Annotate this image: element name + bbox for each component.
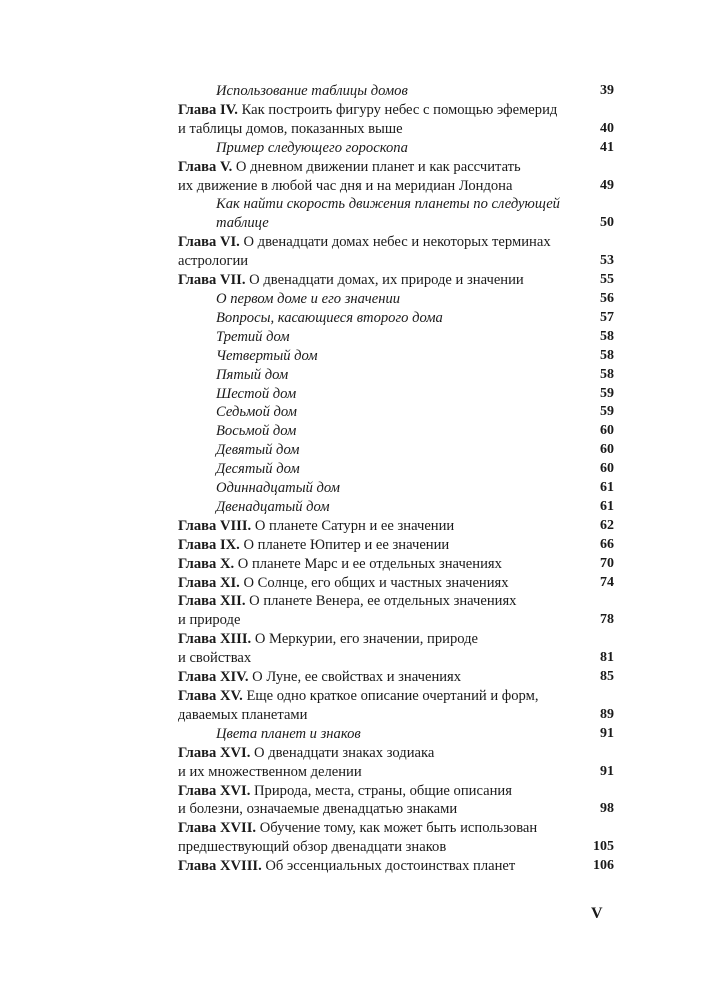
entry-title: Вопросы, касающиеся второго дома xyxy=(216,309,443,326)
chapter-label: Глава VII. xyxy=(178,272,246,289)
entry-title: О двенадцати домах небес и некоторых терминах xyxy=(243,234,551,251)
toc-section-entry xyxy=(178,82,614,101)
toc-entry-line xyxy=(178,366,614,385)
toc-page-number: 62 xyxy=(600,517,614,533)
chapter-label: Глава XIV. xyxy=(178,669,249,686)
chapter-label: Глава V. xyxy=(178,158,233,175)
toc-entry-line xyxy=(178,800,614,819)
chapter-label: Глава XVIII. xyxy=(178,858,262,875)
entry-title: Пример следующего гороскопа xyxy=(216,139,408,156)
entry-title: Еще одно краткое описание очертаний и форм, xyxy=(246,688,539,704)
toc-entry-line xyxy=(178,668,614,687)
toc-entry-line xyxy=(178,422,614,441)
table-of-contents xyxy=(178,82,614,876)
toc-entry-line xyxy=(178,611,614,630)
toc-page-number: 66 xyxy=(600,536,614,552)
toc-chapter-entry xyxy=(178,687,614,725)
toc-entry-line xyxy=(178,120,614,139)
entry-title: Двенадцатый дом xyxy=(216,498,330,515)
toc-page-number: 61 xyxy=(600,498,614,514)
toc-page-number: 70 xyxy=(600,555,614,571)
toc-entry-line xyxy=(178,838,614,857)
toc-entry-line xyxy=(178,460,614,479)
entry-title: О планете Марс и ее отдельных значениях xyxy=(237,555,502,572)
toc-entry-line xyxy=(178,479,614,498)
entry-title: О двенадцати знаках зодиака xyxy=(254,744,435,761)
toc-entry-line xyxy=(178,403,614,422)
chapter-label: Глава XII. xyxy=(178,593,246,610)
toc-entry-line xyxy=(178,592,614,611)
toc-chapter-entry xyxy=(178,233,614,271)
toc-page-number: 55 xyxy=(600,272,614,288)
entry-title: и свойствах xyxy=(178,650,252,667)
entry-title: предшествующий обзор двенадцати знаков xyxy=(178,839,447,856)
entry-title: их движение в любой час дня и на меридиан Лондона xyxy=(178,177,513,194)
chapter-label: Глава IX. xyxy=(178,536,240,553)
toc-entry-line xyxy=(178,498,614,517)
entry-title: астрологии xyxy=(178,253,249,270)
entry-title: Седьмой дом xyxy=(216,404,297,421)
toc-page-number: 53 xyxy=(600,253,614,269)
toc-page-number: 49 xyxy=(600,177,614,193)
toc-entry-line xyxy=(178,574,614,593)
entry-title: и их множественном делении xyxy=(178,763,362,780)
toc-entry-line xyxy=(178,687,614,706)
toc-entry-line xyxy=(178,139,614,158)
toc-page-number: 91 xyxy=(600,725,614,741)
toc-entry-line xyxy=(178,328,614,347)
entry-title: О двенадцати домах, их природе и значении xyxy=(249,272,524,289)
toc-chapter-entry xyxy=(178,158,614,196)
toc-entry-line xyxy=(178,347,614,366)
toc-entry-line xyxy=(178,385,614,404)
toc-entry-line xyxy=(178,517,614,536)
toc-section-entry xyxy=(178,328,614,347)
toc-chapter-entry xyxy=(178,857,614,876)
toc-section-entry xyxy=(178,725,614,744)
chapter-label: Глава XVI. xyxy=(178,744,251,761)
toc-section-entry xyxy=(178,139,614,158)
toc-page-number: 98 xyxy=(600,801,614,817)
toc-page-number: 50 xyxy=(600,215,614,231)
toc-chapter-entry xyxy=(178,630,614,668)
toc-chapter-entry xyxy=(178,819,614,857)
toc-chapter-entry xyxy=(178,782,614,820)
toc-section-entry xyxy=(178,479,614,498)
toc-chapter-entry xyxy=(178,101,614,139)
toc-section-entry xyxy=(178,366,614,385)
toc-entry-line xyxy=(178,725,614,744)
toc-page-number: 85 xyxy=(600,669,614,685)
entry-title: Об эссенциальных достоинствах планет xyxy=(265,858,516,875)
toc-entry-line xyxy=(178,441,614,460)
toc-page-number: 78 xyxy=(600,612,614,628)
entry-title: Природа, места, страны, общие описания xyxy=(254,782,512,799)
toc-page-number: 58 xyxy=(600,347,614,363)
entry-title: и природе xyxy=(178,612,241,629)
toc-entry-line xyxy=(178,177,614,196)
toc-page-number: 57 xyxy=(600,309,614,325)
toc-chapter-entry xyxy=(178,536,614,555)
toc-section-entry xyxy=(178,309,614,328)
toc-entry-line xyxy=(178,271,614,290)
toc-page-number: 59 xyxy=(600,385,614,401)
toc-chapter-entry xyxy=(178,517,614,536)
entry-title: О дневном движении планет и как рассчитать xyxy=(235,158,521,175)
toc-chapter-entry xyxy=(178,555,614,574)
toc-chapter-entry xyxy=(178,271,614,290)
chapter-label: Глава XV. xyxy=(178,688,243,704)
toc-page-number: 60 xyxy=(600,442,614,458)
toc-section-entry xyxy=(178,441,614,460)
entry-title: Четвертый дом xyxy=(216,347,318,364)
entry-title: таблице xyxy=(216,215,269,232)
toc-chapter-entry xyxy=(178,592,614,630)
toc-page-number: 106 xyxy=(593,858,614,874)
entry-title: Цвета планет и знаков xyxy=(216,725,361,742)
chapter-label: Глава XI. xyxy=(178,574,240,591)
toc-page-number: 61 xyxy=(600,480,614,496)
entry-title: О планете Сатурн и ее значении xyxy=(254,517,455,534)
toc-section-entry xyxy=(178,347,614,366)
toc-entry-line xyxy=(178,763,614,782)
toc-entry-line xyxy=(178,214,614,233)
entry-title: даваемых планетами xyxy=(178,706,308,723)
entry-title: О Солнце, его общих и частных значениях xyxy=(243,574,509,591)
toc-entry-line xyxy=(178,744,614,763)
toc-entry-line xyxy=(178,782,614,801)
entry-title: О Луне, ее свойствах и значениях xyxy=(252,669,462,686)
entry-title: Как найти скорость движения планеты по следующей xyxy=(216,196,560,213)
toc-entry-line xyxy=(178,158,614,177)
entry-title: О планете Юпитер и ее значении xyxy=(243,536,450,553)
toc-chapter-entry xyxy=(178,668,614,687)
entry-title: Пятый дом xyxy=(216,366,289,383)
chapter-label: Глава X. xyxy=(178,555,235,572)
toc-entry-line xyxy=(178,630,614,649)
toc-entry-line xyxy=(178,290,614,309)
chapter-label: Глава XVII. xyxy=(178,820,257,837)
entry-title: Обучение тому, как может быть использован xyxy=(259,820,538,837)
toc-chapter-entry xyxy=(178,574,614,593)
toc-section-entry xyxy=(178,403,614,422)
entry-title: О первом доме и его значении xyxy=(216,290,401,307)
toc-entry-line xyxy=(178,819,614,838)
chapter-label: Глава XIII. xyxy=(178,631,252,648)
toc-entry-line xyxy=(178,857,614,876)
entry-title: Шестой дом xyxy=(216,385,297,402)
toc-page-number: 41 xyxy=(600,139,614,155)
toc-page-number: 89 xyxy=(600,706,614,722)
toc-page-number: 40 xyxy=(600,120,614,136)
chapter-label: Глава IV. xyxy=(178,101,238,118)
entry-title: Девятый дом xyxy=(216,442,300,459)
toc-entry-line xyxy=(178,82,614,101)
page-number: V xyxy=(591,905,603,922)
entry-title: О планете Венера, ее отдельных значениях xyxy=(249,593,517,610)
toc-page-number: 39 xyxy=(600,83,614,98)
entry-title: Использование таблицы домов xyxy=(216,83,408,99)
toc-section-entry xyxy=(178,195,614,233)
chapter-label: Глава XVI. xyxy=(178,782,251,799)
toc-page-number: 105 xyxy=(593,839,614,855)
toc-section-entry xyxy=(178,385,614,404)
toc-section-entry xyxy=(178,290,614,309)
entry-title: Как построить фигуру небес с помощью эфемерид xyxy=(241,101,558,118)
entry-title: и болезни, означаемые двенадцатью знаками xyxy=(178,801,458,818)
toc-entry-line xyxy=(178,252,614,271)
chapter-label: Глава VIII. xyxy=(178,517,252,534)
toc-page-number: 60 xyxy=(600,423,614,439)
toc-page-number: 74 xyxy=(600,574,614,590)
entry-title: О Меркурии, его значении, природе xyxy=(254,631,479,648)
toc-section-entry xyxy=(178,498,614,517)
entry-title: Восьмой дом xyxy=(216,423,297,440)
toc-entry-line xyxy=(178,309,614,328)
toc-page-number: 56 xyxy=(600,290,614,306)
toc-page-number: 81 xyxy=(600,650,614,666)
toc-chapter-entry xyxy=(178,744,614,782)
toc-entry-line xyxy=(178,649,614,668)
toc-section-entry xyxy=(178,460,614,479)
toc-entry-line xyxy=(178,195,614,214)
toc-section-entry xyxy=(178,422,614,441)
toc-entry-line xyxy=(178,536,614,555)
toc-entry-line xyxy=(178,233,614,252)
entry-title: Третий дом xyxy=(216,328,290,345)
toc-page-number: 91 xyxy=(600,763,614,779)
toc-entry-line xyxy=(178,706,614,725)
entry-title: и таблицы домов, показанных выше xyxy=(178,120,403,137)
entry-title: Десятый дом xyxy=(216,461,300,478)
toc-page-number: 58 xyxy=(600,366,614,382)
toc-page-number: 59 xyxy=(600,404,614,420)
entry-title: Одиннадцатый дом xyxy=(216,480,340,497)
toc-entry-line xyxy=(178,555,614,574)
chapter-label: Глава VI. xyxy=(178,234,240,251)
toc-page-number: 60 xyxy=(600,461,614,477)
toc-page-number: 58 xyxy=(600,328,614,344)
toc-entry-line xyxy=(178,101,614,120)
